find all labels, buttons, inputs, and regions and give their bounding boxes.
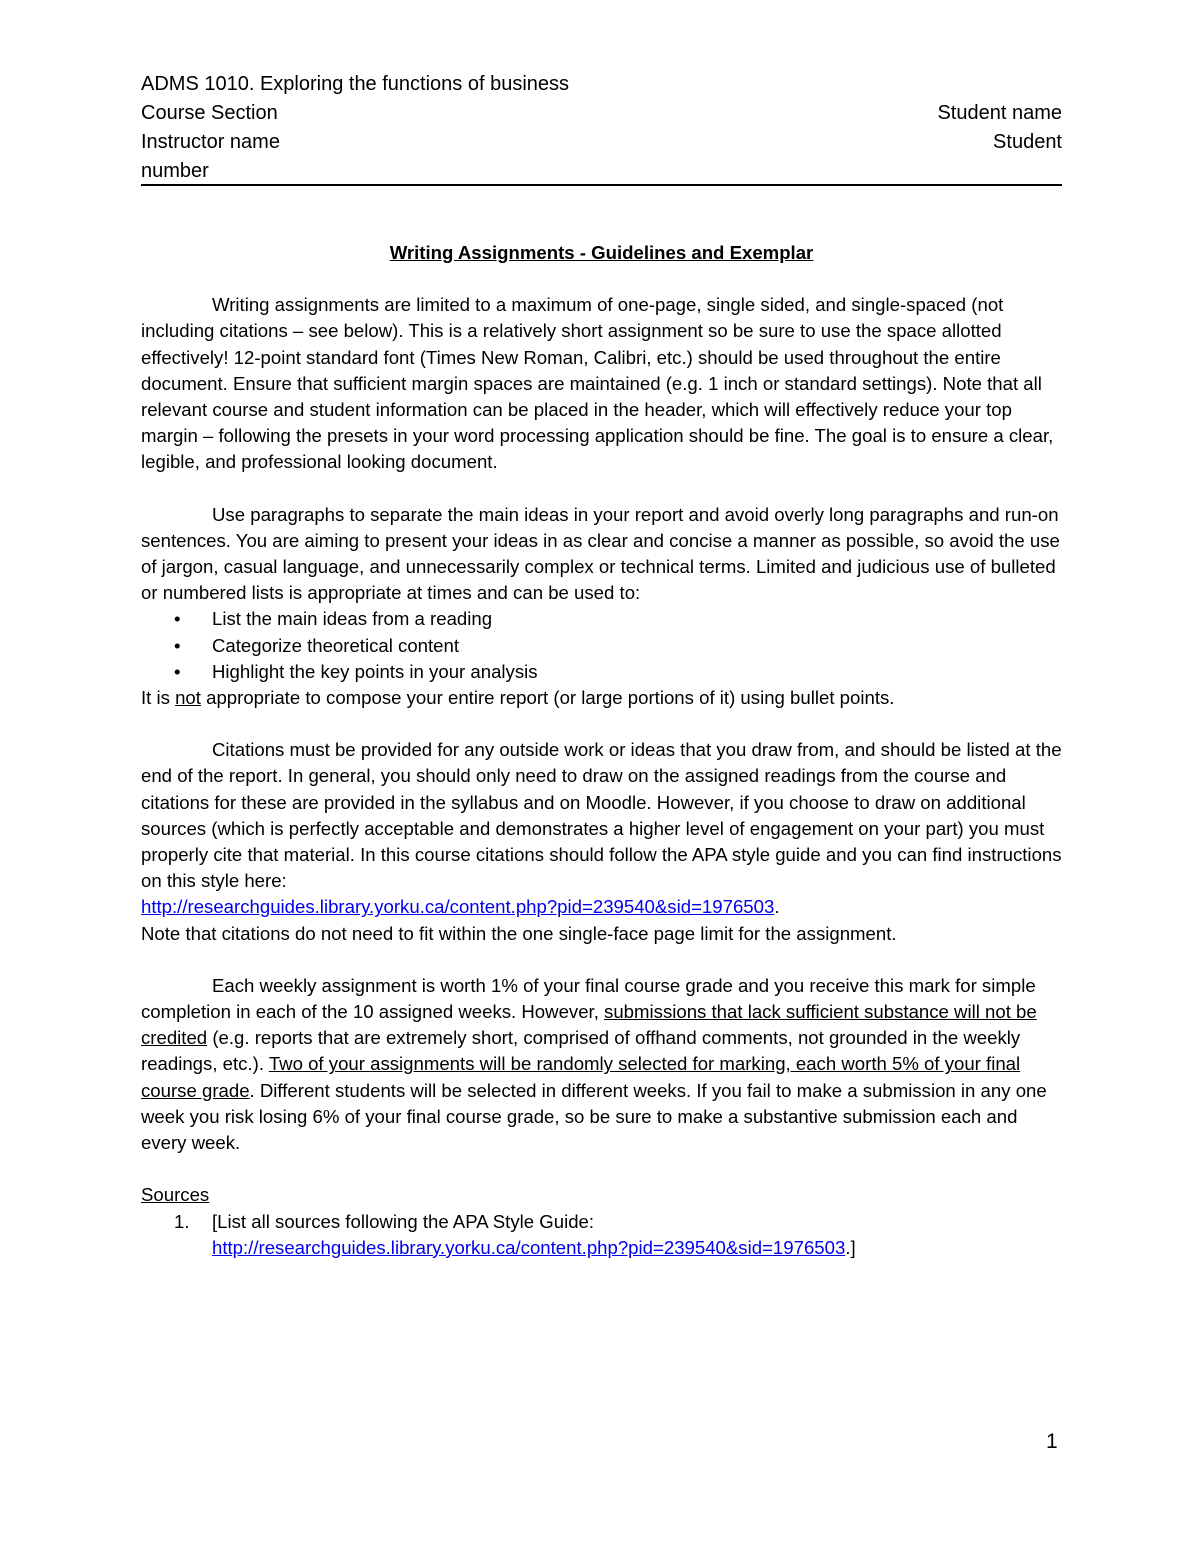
citations-note: Note that citations do not need to fit within the one single-face page limit for the assignment. xyxy=(141,922,897,944)
bullet-icon: • xyxy=(174,608,181,630)
number-label: number xyxy=(141,160,209,182)
course-section: Course Section xyxy=(141,102,278,124)
list-item xyxy=(141,606,1062,632)
citations-text: Citations must be provided for any outside work or ideas that you draw from, and should be listed at the end of the report. In general, you should only need to draw on the assigned readings from the course and citations for these are provided in the syllabus and on Moodle. However, if you choose to draw on additional sources (which is perfectly acceptable and demonstrates a higher level of engagement on your part) you must properly cite that material. In this course citations should follow the APA style guide and you can find instructions on this style here: xyxy=(141,739,1062,892)
grading-underline-marking: Two of your assignments will be randomly selected for marking, each worth 5% of your final course grade xyxy=(141,1053,1021,1101)
source-item xyxy=(141,1209,1062,1261)
document-body xyxy=(141,240,1062,1261)
document-title: Writing Assignments - Guidelines and Exemplar xyxy=(389,242,814,263)
page-header xyxy=(141,70,1062,186)
grading-text-a: Each weekly assignment is worth 1% of your final course grade and you receive this mark for simple completion in each of the 10 assigned weeks. However, xyxy=(141,974,1036,1023)
grading-underline-credit: submissions that lack sufficient substance will not be credited xyxy=(141,1001,1037,1049)
header-row-instructor xyxy=(141,128,1062,157)
student-name: Student name xyxy=(937,102,1062,124)
apa-link-line xyxy=(141,894,1062,920)
paragraph-grading xyxy=(141,973,1062,1156)
list-item xyxy=(141,633,1062,659)
paragraph-style: Use paragraphs to separate the main ideas in your report and avoid overly long paragraphs and run-on sentences. You are aiming to present your ideas in as clear and concise a manner as possible, so avoid the use of jargon, casual language, and unnecessarily complex or technical terms. Limited and judicious use of bulleted or numbered lists is appropriate at times and can be used to: xyxy=(141,503,1060,604)
source-text: [List all sources following the APA Style Guide: xyxy=(212,1210,595,1232)
sources-heading: Sources xyxy=(141,1184,210,1206)
link-period: . xyxy=(774,896,780,918)
source-link[interactable]: http://researchguides.library.yorku.ca/content.php?pid=239540&sid=1976503 xyxy=(212,1236,846,1258)
grading-text-c: . Different students will be selected in different weeks. If you fail to make a submission in any one week you risk losing 6% of your final course grade, so be sure to make a substantive submission each and every week. xyxy=(141,1079,1047,1154)
list-item xyxy=(141,659,1062,685)
paragraph-format: Writing assignments are limited to a maximum of one-page, single sided, and single-spaced (not including citations – see below). This is a relatively short assignment so be sure to use the space allotted effectively! 12-point standard font (Times New Roman, Calibri, etc.) should be used throughout the entire document. Ensure that sufficient margin spaces are maintained (e.g. 1 inch or standard settings). Note that all relevant course and student information can be placed in the header, which will effectively reduce your top margin – following the presets in your word processing application should be fine. The goal is to ensure a clear, legible, and professional looking document. xyxy=(141,294,1054,473)
sources-list xyxy=(141,1209,1062,1261)
bullet-warning-pre: It is xyxy=(141,687,176,709)
bullet-warning-post: appropriate to compose your entire report (or large portions of it) using bullet points. xyxy=(200,687,895,709)
student-label: Student xyxy=(993,131,1062,153)
source-number: 1. xyxy=(174,1210,190,1232)
course-title: ADMS 1010. Exploring the functions of business xyxy=(141,73,570,95)
bullet-warning-not: not xyxy=(175,687,201,709)
source-end: .] xyxy=(845,1236,856,1258)
list-item-text: List the main ideas from a reading xyxy=(212,608,493,630)
grading-text-b: (e.g. reports that are extremely short, comprised of offhand comments, not grounded in the weekly readings, etc.). xyxy=(141,1027,1021,1075)
list-item-text: Highlight the key points in your analysis xyxy=(212,660,538,682)
bullet-icon: • xyxy=(174,634,181,656)
list-item-text: Categorize theoretical content xyxy=(212,634,460,656)
instructor-name: Instructor name xyxy=(141,131,280,153)
page-number: 1 xyxy=(1046,1430,1058,1453)
bullet-icon: • xyxy=(174,660,181,682)
paragraph-citations xyxy=(141,737,1062,894)
bullet-list xyxy=(141,606,1062,685)
apa-guide-link[interactable]: http://researchguides.library.yorku.ca/content.php?pid=239540&sid=1976503 xyxy=(141,896,775,918)
bullet-warning xyxy=(141,685,1062,711)
header-divider xyxy=(141,184,1062,186)
header-row-section xyxy=(141,99,1062,128)
